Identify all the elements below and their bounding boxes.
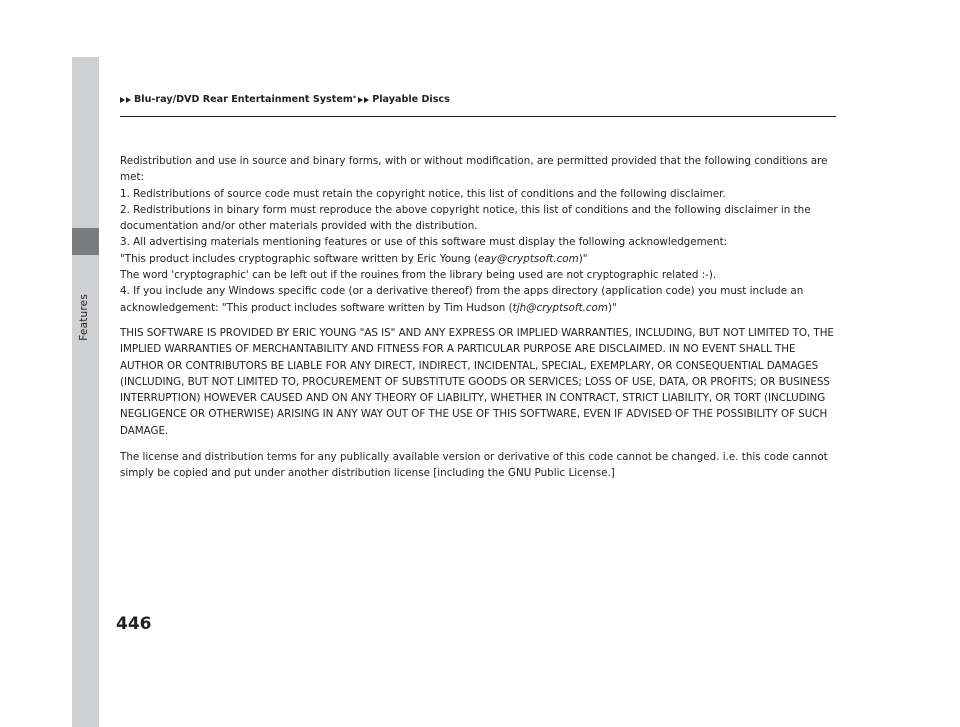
side-tab-marker bbox=[72, 228, 99, 255]
warranty-disclaimer: THIS SOFTWARE IS PROVIDED BY ERIC YOUNG "AS IS" AND ANY EXPRESS OR IMPLIED WARRANTIES, INCLUDING, BUT NOT LIMITED TO, THE IMPLIED WARRANTIES OF MERCHANTABILITY AND FITNESS FOR A PARTICULAR PURPOSE ARE DISCLAIMED. IN NO EVENT SHALL THE AUTHOR OR CONTRIBUTORS BE LIABLE FOR ANY DIRECT, INDIRECT, INCIDENTAL, SPECIAL, EXEMPLARY, OR CONSEQUENTIAL DAMAGES (INCLUDING, BUT NOT LIMITED TO, PROCUREMENT OF SUBSTITUTE GOODS OR SERVICES; LOSS OF USE, DATA, OR PROFITS; OR BUSINESS INTERRUPTION) HOWEVER CAUSED AND ON ANY THEORY OF LIABILITY, WHETHER IN CONTRACT, STRICT LIABILITY, OR TORT (INCLUDING NEGLIGENCE OR OTHERWISE) ARISING IN ANY WAY OUT OF THE USE OF THIS SOFTWARE, EVEN IF ADVISED OF THE POSSIBILITY OF SUCH DAMAGE. bbox=[120, 326, 834, 437]
condition-4-text: 4. If you include any Windows specific code (or a derivative thereof) from the apps directory (application code) you must include an acknowledgement: "This product includes software written by Tim Hudson ( bbox=[120, 285, 804, 314]
breadcrumb-arrow-icon bbox=[126, 97, 131, 103]
breadcrumb-arrow-icon bbox=[364, 97, 369, 103]
breadcrumb bbox=[120, 94, 450, 105]
breadcrumb-section[interactable]: Blu-ray/DVD Rear Entertainment System bbox=[134, 94, 353, 105]
breadcrumb-footnote-marker: * bbox=[352, 93, 357, 102]
intro-paragraph: Redistribution and use in source and binary forms, with or without modification, are permitted provided that the following conditions are met: bbox=[120, 155, 828, 184]
email-tjh: tjh@cryptsoft.com bbox=[512, 301, 608, 314]
email-eay: eay@cryptsoft.com bbox=[478, 252, 579, 265]
page-number: 446 bbox=[116, 614, 152, 634]
condition-3: 3. All advertising materials mentioning features or use of this software must display the following acknowledgement: bbox=[120, 236, 728, 249]
side-tab bbox=[72, 57, 99, 727]
quote-suffix: )" bbox=[578, 252, 588, 265]
license-terms-paragraph: The license and distribution terms for any publically available version or derivative of this code cannot be changed. i.e. this code cannot simply be copied and put under another distribution license [including the GNU Public License.] bbox=[120, 451, 828, 480]
license-text bbox=[120, 153, 836, 482]
condition-4-suffix: )" bbox=[607, 301, 617, 314]
side-section-label: Features bbox=[78, 294, 90, 341]
cryptographic-note: The word 'cryptographic' can be left out if the rouines from the library being used are not cryptographic related :-). bbox=[120, 269, 717, 282]
acknowledgement-eric-young bbox=[120, 251, 836, 267]
breadcrumb-subsection[interactable]: Playable Discs bbox=[372, 94, 450, 105]
breadcrumb-arrow-icon bbox=[120, 97, 125, 103]
quote-prefix: "This product includes cryptographic software written by Eric Young ( bbox=[120, 252, 479, 265]
condition-2: 2. Redistributions in binary form must reproduce the above copyright notice, this list of conditions and the following disclaimer in the documentation and/or other materials provided with the distribution. bbox=[120, 203, 811, 233]
breadcrumb-arrow-icon bbox=[358, 97, 363, 103]
condition-1: 1. Redistributions of source code must retain the copyright notice, this list of conditions and the following disclaimer. bbox=[120, 187, 726, 200]
header-divider bbox=[120, 116, 836, 117]
condition-4 bbox=[120, 283, 836, 316]
